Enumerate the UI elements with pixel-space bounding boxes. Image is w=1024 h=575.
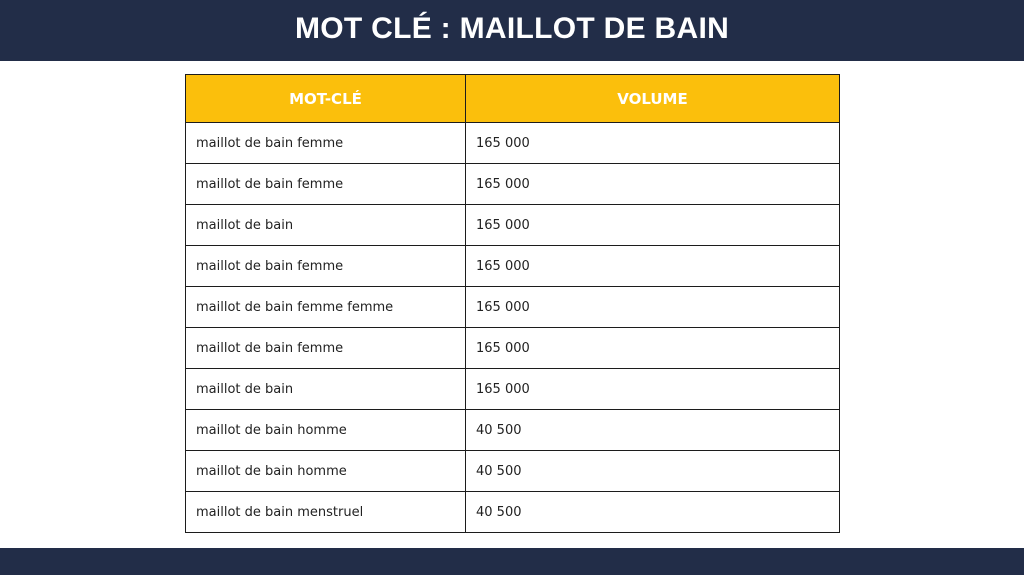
table-row bbox=[186, 123, 840, 164]
volume-cell: 165 000 bbox=[466, 164, 840, 205]
keyword-cell: maillot de bain femme femme bbox=[186, 287, 466, 328]
keyword-cell: maillot de bain femme bbox=[186, 164, 466, 205]
volume-cell: 165 000 bbox=[466, 123, 840, 164]
keyword-cell: maillot de bain bbox=[186, 205, 466, 246]
footer-bar bbox=[0, 548, 1024, 575]
table-row bbox=[186, 492, 840, 533]
volume-cell: 165 000 bbox=[466, 205, 840, 246]
keyword-cell: maillot de bain homme bbox=[186, 451, 466, 492]
volume-cell: 165 000 bbox=[466, 328, 840, 369]
title-bar bbox=[0, 0, 1024, 61]
keyword-cell: maillot de bain homme bbox=[186, 410, 466, 451]
page-title: MOT CLÉ : MAILLOT DE BAIN bbox=[294, 11, 730, 45]
keyword-table bbox=[185, 74, 840, 533]
keyword-cell: maillot de bain femme bbox=[186, 123, 466, 164]
column-header-volume: VOLUME bbox=[466, 75, 840, 123]
keyword-cell: maillot de bain menstruel bbox=[186, 492, 466, 533]
column-header-keyword: MOT-CLÉ bbox=[186, 75, 466, 123]
table-header-row bbox=[186, 75, 840, 123]
table-row bbox=[186, 410, 840, 451]
table-row bbox=[186, 451, 840, 492]
keyword-cell: maillot de bain femme bbox=[186, 328, 466, 369]
volume-cell: 40 500 bbox=[466, 451, 840, 492]
keyword-cell: maillot de bain bbox=[186, 369, 466, 410]
volume-cell: 40 500 bbox=[466, 492, 840, 533]
table-row bbox=[186, 287, 840, 328]
table-row bbox=[186, 328, 840, 369]
table-row bbox=[186, 205, 840, 246]
volume-cell: 165 000 bbox=[466, 369, 840, 410]
table-row bbox=[186, 246, 840, 287]
volume-cell: 165 000 bbox=[466, 246, 840, 287]
table-row bbox=[186, 369, 840, 410]
keyword-cell: maillot de bain femme bbox=[186, 246, 466, 287]
table-row bbox=[186, 164, 840, 205]
volume-cell: 40 500 bbox=[466, 410, 840, 451]
volume-cell: 165 000 bbox=[466, 287, 840, 328]
